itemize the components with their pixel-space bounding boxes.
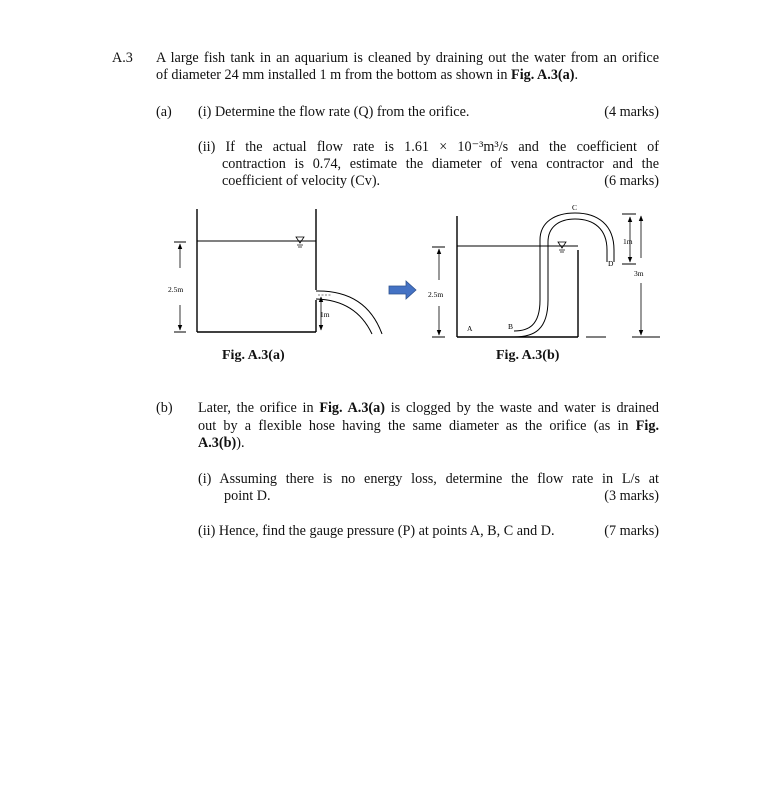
part-b-i-marks: (3 marks) xyxy=(604,488,659,504)
fig-b-height-label: 2.5m xyxy=(428,290,444,299)
part-b-line-3: A.3(b)). xyxy=(198,435,245,451)
part-b-i-line-2: point D. xyxy=(224,488,271,504)
fig-b-hose-inner xyxy=(514,219,607,337)
transition-arrow-icon xyxy=(389,281,416,299)
figure-diagram xyxy=(0,0,765,380)
point-b-label: B xyxy=(508,322,514,331)
part-a-i-text: (i) Determine the flow rate (Q) from the orifice. xyxy=(198,104,470,120)
free-surface-icon-b xyxy=(558,242,566,252)
part-b-i-line-1: (i) Assuming there is no energy loss, determine the flow rate in L/s at xyxy=(198,471,659,487)
part-b-ii-text: (ii) Hence, find the gauge pressure (P) at points A, B, C and D. xyxy=(198,523,555,539)
part-a-ii-marks: (6 marks) xyxy=(604,173,659,189)
fig-ref: Fig. A.3(a) xyxy=(511,67,575,83)
intro-line-2: of diameter 24 mm installed 1 m from the bottom as shown in Fig. A.3(a). xyxy=(156,67,579,83)
fig-b-top-label: 1m xyxy=(623,237,633,246)
question-number: A.3 xyxy=(112,50,133,66)
part-b-line-2: out by a flexible hose having the same diameter as the orifice (as in Fig. xyxy=(198,418,659,434)
part-a-label: (a) xyxy=(156,104,172,120)
fig-b-caption: Fig. A.3(b) xyxy=(496,348,560,363)
part-a-ii-line-3: coefficient of velocity (Cv). xyxy=(222,173,381,189)
fig-a xyxy=(168,209,382,334)
free-surface-icon xyxy=(296,237,304,247)
intro-line-1: A large fish tank in an aquarium is cleaned by draining out the water from an orifice xyxy=(156,50,659,66)
part-b-label: (b) xyxy=(156,400,173,416)
fig-b-hose-outer xyxy=(514,213,614,331)
part-b-ii-marks: (7 marks) xyxy=(604,523,659,539)
fig-a-caption: Fig. A.3(a) xyxy=(222,348,285,363)
fig-a-orifice-label: 1m xyxy=(320,310,330,319)
part-a-ii-line-1: (ii) If the actual flow rate is 1.61 × 10⁻³m³/s and the coefficient of xyxy=(198,139,659,155)
part-b-line-1: Later, the orifice in Fig. A.3(a) is clogged by the waste and water is drained xyxy=(198,400,659,416)
part-a-i-marks: (4 marks) xyxy=(604,104,659,120)
point-c-label: C xyxy=(572,203,578,212)
point-a-label: A xyxy=(467,324,473,333)
point-d-label: D xyxy=(608,259,614,268)
fig-b xyxy=(428,203,660,337)
part-a-ii-line-2: contraction is 0.74, estimate the diameter of vena contractor and the xyxy=(222,156,659,172)
fig-a-height-label: 2.5m xyxy=(168,285,184,294)
fig-b-right-label: 3m xyxy=(634,269,644,278)
